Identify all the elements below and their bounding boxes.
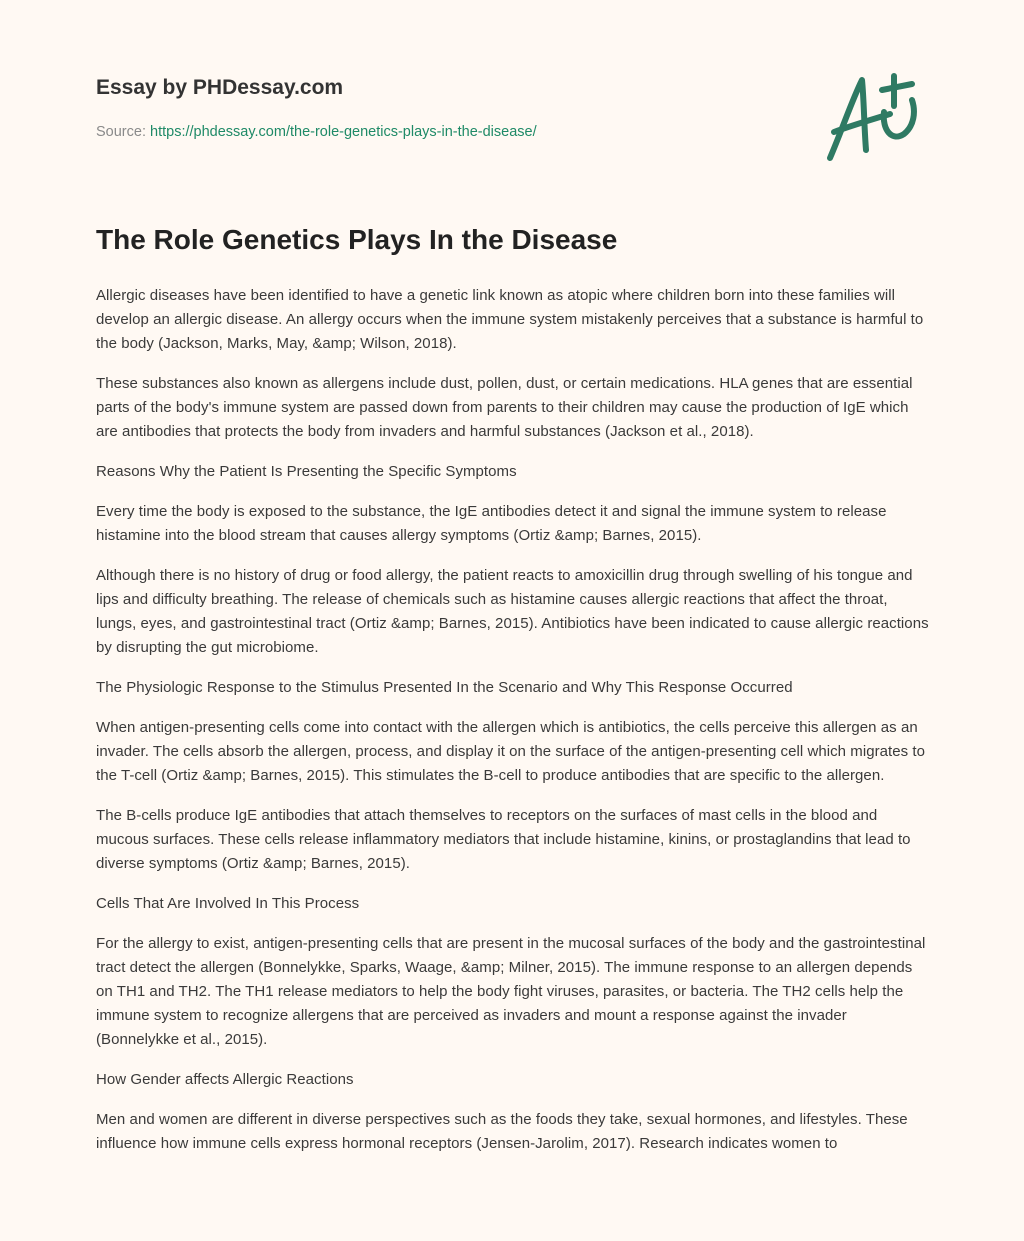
a-plus-logo-icon (820, 70, 930, 165)
paragraph: Allergic diseases have been identified to have a genetic link known as atopic where children born into these families will develop an allergic disease. An allergy occurs when the immune system mistakenly perceives that a substance is harmful to the body (Jackson, Marks, May, &amp; Wilson, 2018). (96, 287, 924, 352)
paragraph: When antigen-presenting cells come into contact with the allergen which is antibiotics, the cells perceive this allergen as an invader. The cells absorb the allergen, process, and display it on the surface of the antigen-presenting cell which migrates to the T-cell (Ortiz &amp; Barnes, 2015). This stimulates the B-cell to produce antibodies that are specific to the allergen. (96, 719, 926, 784)
paragraph: These substances also known as allergens include dust, pollen, dust, or certain medications. HLA genes that are essential parts of the body's immune system are passed down from parents to their children may cause the production of IgE which are antibodies that protects the body from invaders and harmful substances (Jackson et al., 2018). (96, 375, 913, 440)
section-heading: Cells That Are Involved In This Process (96, 895, 360, 912)
paragraph: Although there is no history of drug or food allergy, the patient reacts to amoxicillin drug through swelling of his tongue and lips and difficulty breathing. The release of chemicals such as histamine causes allergic reactions that affect the throat, lungs, eyes, and gastrointestinal tract (Ortiz &amp; Barnes, 2015). Antibiotics have been indicated to cause allergic reactions by disrupting the gut microbiome. (96, 567, 929, 656)
paragraph: Men and women are different in diverse perspectives such as the foods they take, sexual hormones, and lifestyles. These influence how immune cells express hormonal receptors (Jensen-Jarolim, 2017). Research indicates women to (96, 1111, 908, 1152)
section-heading: How Gender affects Allergic Reactions (96, 1071, 354, 1088)
paragraph: The B-cells produce IgE antibodies that attach themselves to receptors on the surfaces of mast cells in the blood and mucous surfaces. These cells release inflammatory mediators that include histamine, kinins, or prostaglandins that lead to diverse symptoms (Ortiz &amp; Barnes, 2015). (96, 807, 911, 872)
source-label: Source: (96, 124, 146, 140)
paragraph: Every time the body is exposed to the substance, the IgE antibodies detect it and signal the immune system to release histamine into the blood stream that causes allergy symptoms (Ortiz &amp; Barnes, 2015). (96, 503, 887, 544)
section-heading: Reasons Why the Patient Is Presenting the Specific Symptoms (96, 463, 517, 480)
paragraph: For the allergy to exist, antigen-presenting cells that are present in the mucosal surfaces of the body and the gastrointestinal tract detect the allergen (Bonnelykke, Sparks, Waage, &amp; Milner, 2015). The immune response to an allergen depends on TH1 and TH2. The TH1 release mediators to help the body fight viruses, parasites, or bacteria. The TH2 cells help the immune system to recognize allergens that are perceived as invaders and mount a response against the invader (Bonnelykke et al., 2015). (96, 935, 926, 1048)
essay-body (96, 284, 932, 1172)
essay-title: The Role Genetics Plays In the Disease (96, 224, 618, 255)
source-link[interactable]: https://phdessay.com/the-role-genetics-plays-in-the-disease/ (150, 124, 537, 140)
source-line (96, 124, 537, 140)
site-brand: Essay by PHDessay.com (96, 76, 344, 99)
section-heading: The Physiologic Response to the Stimulus Presented In the Scenario and Why This Response Occurred (96, 679, 793, 696)
